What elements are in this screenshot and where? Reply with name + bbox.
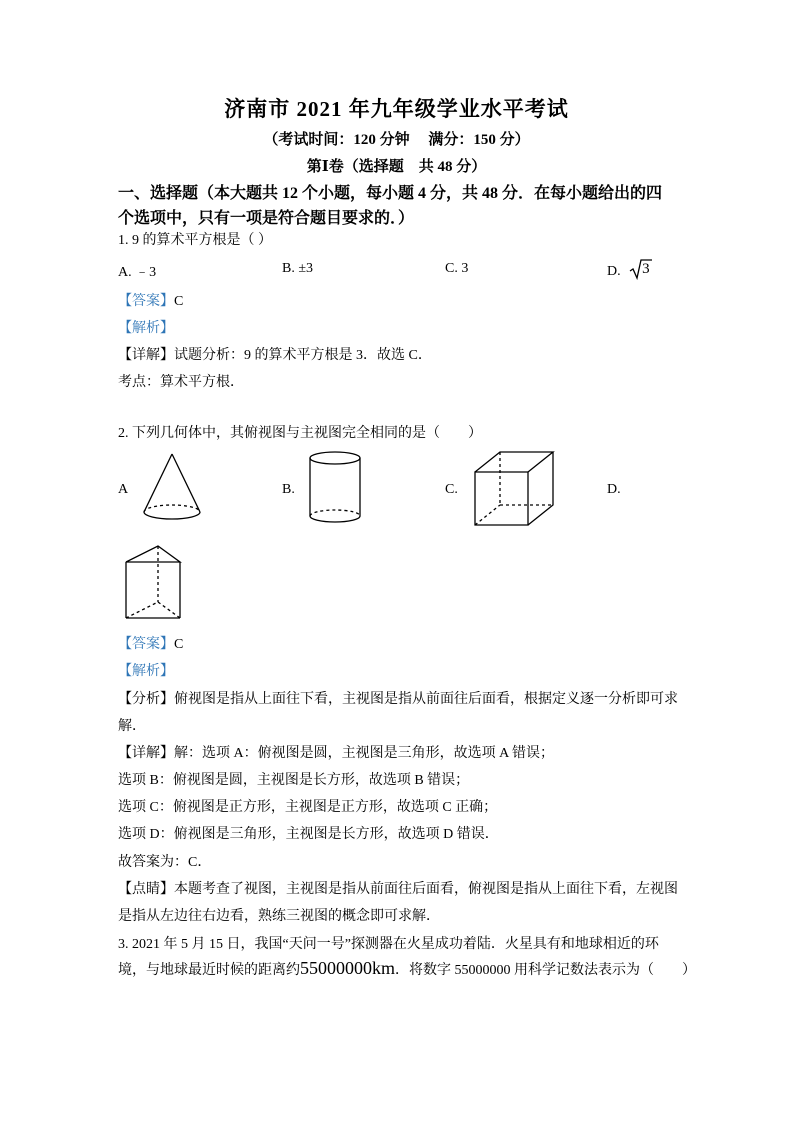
q1-option-b: B. ±3 bbox=[282, 261, 314, 276]
q3-line2-a: 境，与地球最近时候的距离约 bbox=[118, 963, 300, 978]
q1-analysis-tag: 【解析】 bbox=[118, 321, 174, 336]
page-title: 济南市 2021 年九年级学业水平考试 bbox=[224, 97, 569, 121]
triangular-prism-icon bbox=[122, 542, 192, 622]
sqrt-symbol-icon bbox=[630, 261, 654, 279]
exam-info: （考试时间：120 分钟 满分：150 分） bbox=[263, 132, 530, 148]
q1-note: 考点：算术平方根． bbox=[118, 375, 244, 390]
q2-label-a: A bbox=[118, 482, 129, 497]
q1-detail bbox=[118, 344, 432, 364]
volume-heading: 第Ⅰ卷（选择题 共 48 分） bbox=[306, 159, 487, 175]
q2-analysis-line2: 解． bbox=[118, 719, 146, 734]
q1-option-d-label: D. bbox=[607, 264, 621, 279]
q2-detail-a-text: 解：选项 A：俯视图是圆，主视图是三角形，故选项 A 错误； bbox=[174, 746, 554, 761]
q2-label-b: B. bbox=[282, 482, 295, 497]
q2-detail-a bbox=[118, 742, 554, 762]
q2-conclusion: 故答案为：C． bbox=[118, 855, 212, 870]
section-heading-line2: 个选项中，只有一项是符合题目要求的．） bbox=[118, 210, 415, 227]
q2-comment-line2: 是指从左边往右边看，熟练三视图的概念即可求解． bbox=[118, 909, 440, 924]
q1-stem: 1. 9 的算术平方根是（ ） bbox=[118, 233, 272, 248]
q2-answer-value: C bbox=[174, 637, 184, 652]
q2-analysis-text1: 俯视图是指从上面往下看，主视图是指从前面往后面看，根据定义逐一分析即可求 bbox=[174, 692, 678, 707]
q2-analysis-line1 bbox=[118, 688, 678, 708]
section-heading-line1: 一、选择题（本大题共 12 个小题，每小题 4 分，共 48 分．在每小题给出的四 bbox=[118, 185, 663, 202]
q3-line1: 3. 2021 年 5 月 15 日，我国“天问一号”探测器在火星成功着陆．火星具有和地球相近的环 bbox=[118, 937, 659, 952]
q1-answer bbox=[118, 290, 183, 310]
q2-label-d: D. bbox=[607, 482, 621, 497]
q3-line2-b: ．将数字 55000000 用科学记数法表示为（ ） bbox=[395, 963, 697, 978]
q3-distance: 55000000km bbox=[300, 958, 396, 978]
comment-tag: 【点睛】 bbox=[118, 882, 174, 897]
q1-option-c: C. 3 bbox=[445, 261, 469, 276]
q2-analysis-tag: 【解析】 bbox=[118, 664, 174, 679]
q1-detail-text: 试题分析：9 的算术平方根是 3．故选 C． bbox=[174, 348, 432, 363]
answer-tag: 【答案】 bbox=[118, 294, 174, 309]
q1-answer-value: C bbox=[174, 294, 184, 309]
cylinder-icon bbox=[306, 450, 366, 530]
q2-comment-line1 bbox=[118, 878, 678, 898]
q2-detail-b: 选项 B：俯视图是圆，主视图是长方形，故选项 B 错误； bbox=[118, 773, 470, 788]
q1-option-a: A. ﹣3 bbox=[118, 265, 157, 280]
q2-comment-text1: 本题考查了视图，主视图是指从前面往后面看，俯视图是指从上面往下看，左视图 bbox=[174, 882, 678, 897]
q2-detail-d: 选项 D：俯视图是三角形，主视图是长方形，故选项 D 错误． bbox=[118, 827, 499, 842]
analysis-head: 【分析】 bbox=[118, 692, 174, 707]
q2-answer bbox=[118, 633, 183, 653]
q1-option-d-radicand: 3 bbox=[642, 261, 650, 277]
detail-tag: 【详解】 bbox=[118, 348, 174, 363]
cube-icon bbox=[470, 450, 560, 530]
q1-option-d bbox=[607, 261, 654, 280]
q2-stem: 2. 下列几何体中，其俯视图与主视图完全相同的是（ ） bbox=[118, 426, 482, 441]
q2-label-c: C. bbox=[445, 482, 458, 497]
cone-icon bbox=[140, 452, 210, 522]
detail-tag: 【详解】 bbox=[118, 746, 174, 761]
answer-tag: 【答案】 bbox=[118, 637, 174, 652]
q3-line2 bbox=[118, 958, 696, 979]
q2-detail-c: 选项 C：俯视图是正方形，主视图是正方形，故选项 C 正确； bbox=[118, 800, 498, 815]
